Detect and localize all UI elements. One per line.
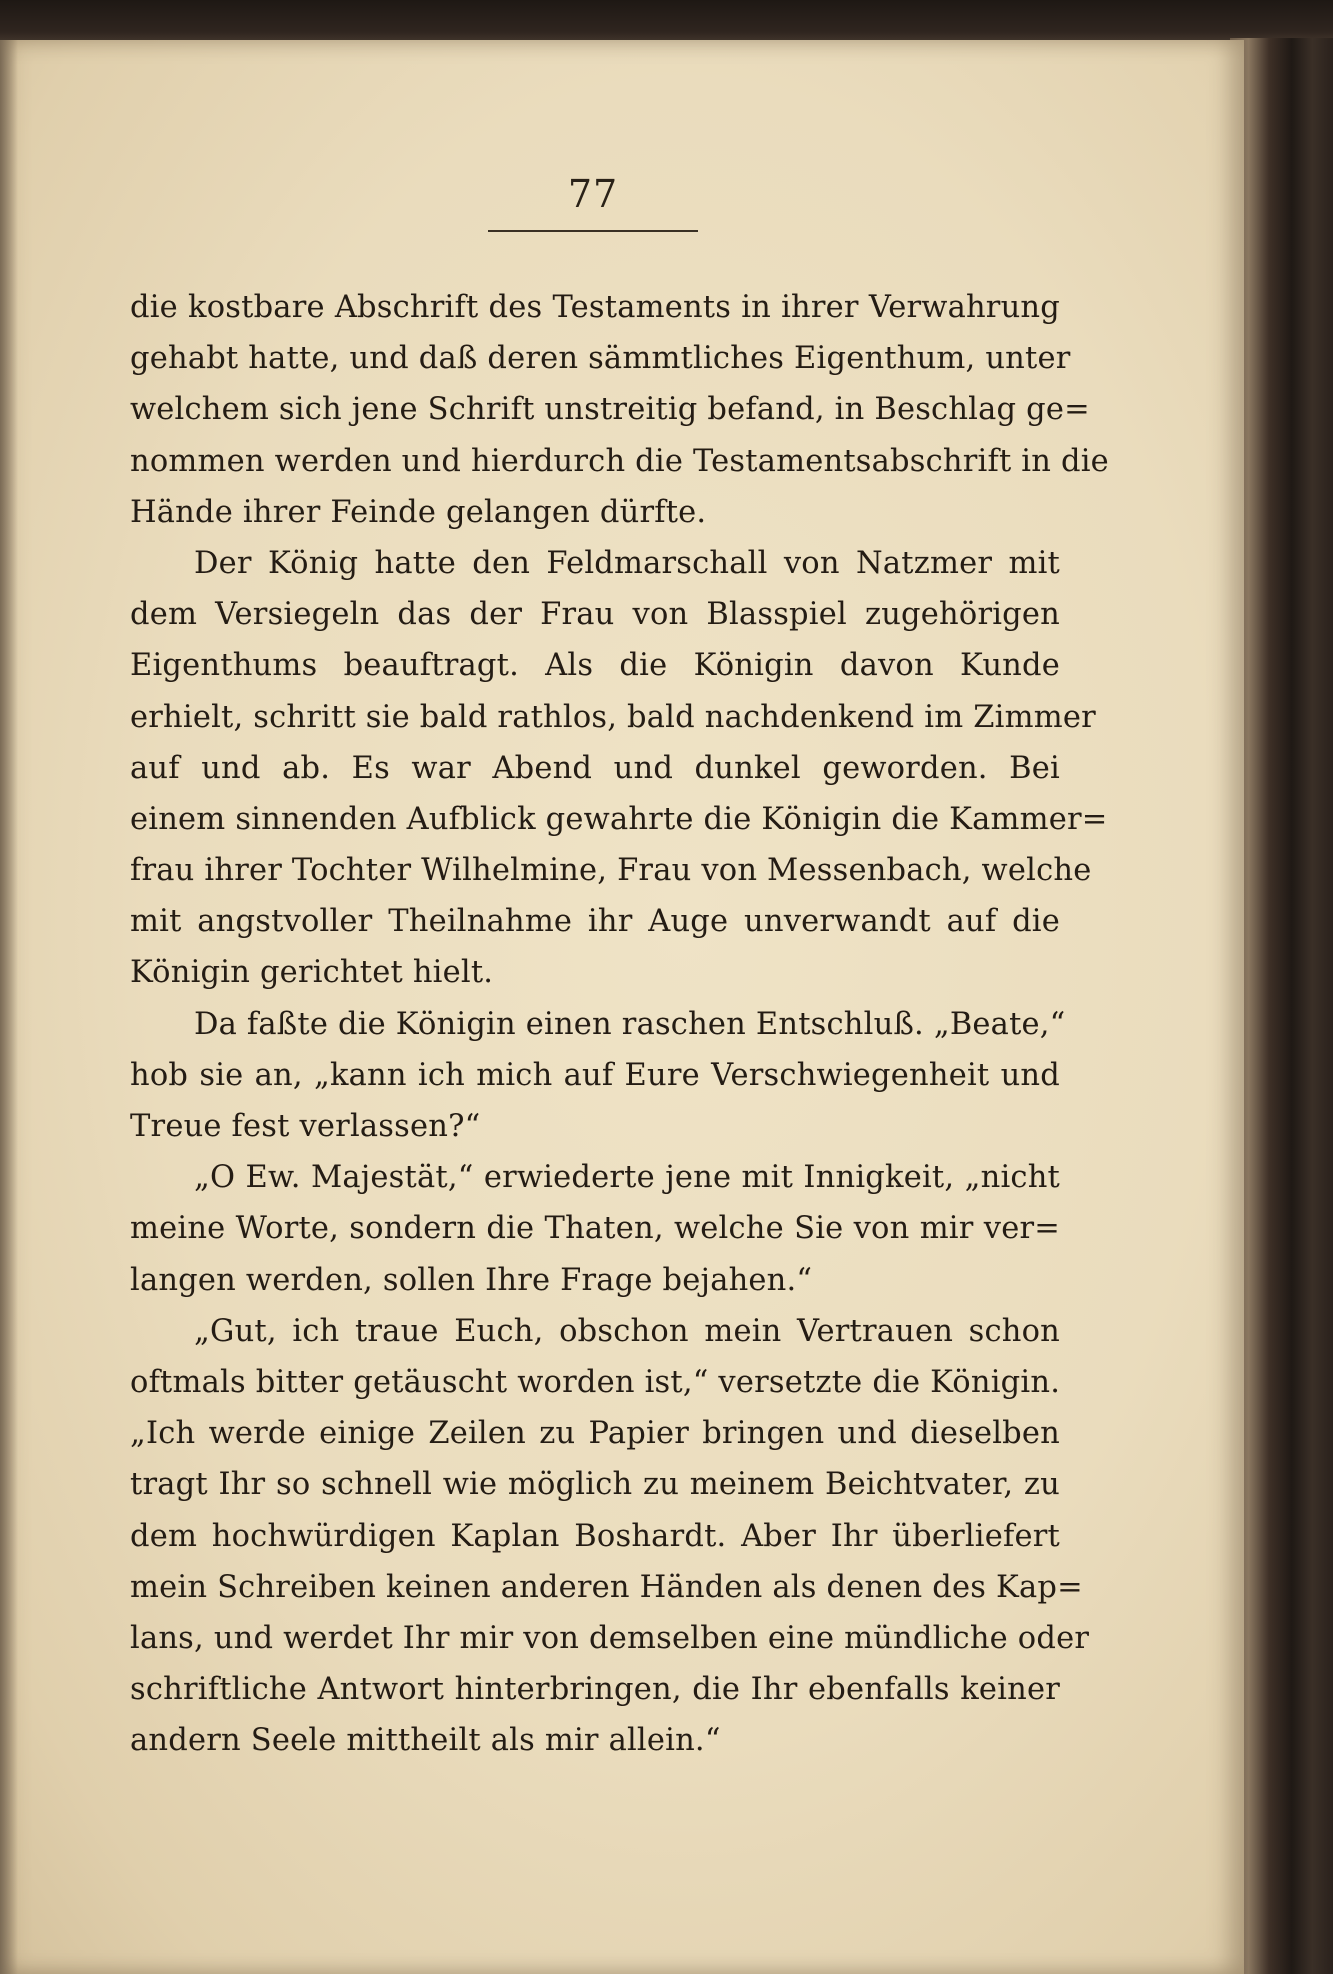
text-line: mit angstvoller Theilnahme ihr Auge unverwandt auf die	[130, 904, 1060, 940]
page-gutter	[0, 40, 18, 1974]
text-line: die kostbare Abschrift des Testaments in ihrer Verwahrung	[130, 290, 1060, 325]
text-line: Der König hatte den Feldmarschall von Natzmer mit	[194, 545, 1060, 581]
text-line: einem sinnenden Aufblick gewahrte die Königin die Kammer=	[130, 801, 1108, 837]
text-line: langen werden, sollen Ihre Frage bejahen.“	[130, 1262, 813, 1298]
text-line: lans, und werdet Ihr mir von demselben eine mündliche oder	[130, 1620, 1090, 1656]
text-line: dem hochwürdigen Kaplan Boshardt. Aber Ihr überliefert	[130, 1518, 1060, 1554]
text-line: frau ihrer Tochter Wilhelmine, Frau von Messenbach, welche	[130, 853, 1092, 889]
text-line: Treue fest verlassen?“	[130, 1109, 481, 1144]
text-line: mein Schreiben keinen anderen Händen als denen des Kap=	[130, 1569, 1083, 1605]
text-line: auf und ab. Es war Abend und dunkel geworden. Bei	[130, 750, 1060, 786]
text-line: meine Worte, sondern die Thaten, welche Sie von mir ver=	[130, 1211, 1060, 1247]
text-line: „Ich werde einige Zeilen zu Papier bringen und dieselben	[130, 1416, 1060, 1452]
text-line: erhielt, schritt sie bald rathlos, bald nachdenkend im Zimmer	[130, 699, 1096, 735]
text-line: gehabt hatte, und daß deren sämmtliches Eigenthum, unter	[130, 341, 1071, 377]
header-rule	[488, 230, 698, 232]
text-line: schriftliche Antwort hinterbringen, die Ihr ebenfalls keiner	[130, 1672, 1060, 1708]
text-line: dem Versiegeln das der Frau von Blasspiel zugehörigen	[130, 597, 1060, 633]
text-line: welchem sich jene Schrift unstreitig befand, in Beschlag ge=	[130, 392, 1090, 428]
text-line: Da faßte die Königin einen raschen Entschluß. „Beate,“	[194, 1006, 1066, 1042]
text-line: Hände ihrer Feinde gelangen dürfte.	[130, 494, 707, 530]
body-text	[130, 282, 1109, 1766]
text-line: hob sie an, „kann ich mich auf Eure Verschwiegenheit und	[130, 1057, 1060, 1093]
text-line: „Gut, ich traue Euch, obschon mein Vertrauen schon	[194, 1313, 1060, 1349]
page-number: 77	[567, 172, 619, 216]
text-line: andern Seele mittheilt als mir allein.“	[130, 1723, 721, 1759]
text-line: nommen werden und hierdurch die Testamentsabschrift in die	[130, 443, 1109, 479]
text-line: Königin gerichtet hielt.	[130, 955, 494, 991]
text-line: tragt Ihr so schnell wie möglich zu meinem Beichtvater, zu	[130, 1467, 1060, 1503]
text-line: oftmals bitter getäuscht worden ist,“ versetzte die Königin.	[130, 1364, 1061, 1400]
text-line: „O Ew. Majestät,“ erwiederte jene mit Innigkeit, „nicht	[194, 1160, 1060, 1196]
book-cover-edge	[1230, 38, 1333, 1974]
text-line: Eigenthums beauftragt. Als die Königin davon Kunde	[130, 648, 1060, 684]
